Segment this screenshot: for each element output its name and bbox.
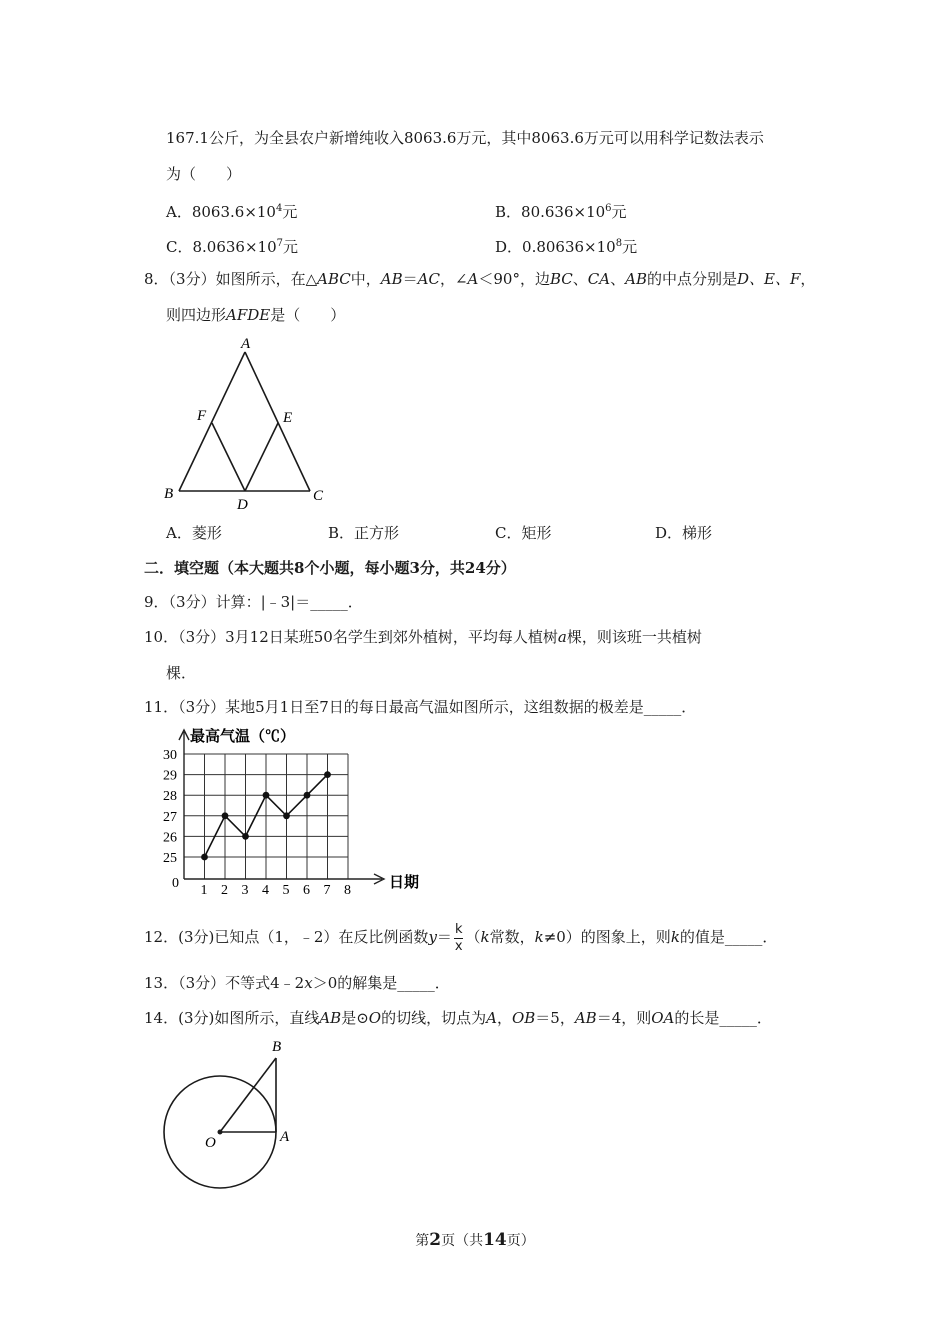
q8-option-b: B．正方形 <box>328 524 400 542</box>
q9-text: 9．（3分）计算：|﹣3|＝_____． <box>144 593 363 611</box>
x-tick-label: 3 <box>241 883 249 898</box>
label-c: C <box>313 488 324 504</box>
x-tick-label: 2 <box>221 883 228 898</box>
origin-label: 0 <box>172 876 179 891</box>
label-f: F <box>197 408 207 424</box>
data-point <box>304 792 311 799</box>
q8-text-line2: 则四边形AFDE是（ ） <box>166 306 346 324</box>
y-tick-label: 28 <box>163 789 177 805</box>
y-tick-label: 25 <box>163 851 177 866</box>
label-a: A <box>280 1129 290 1145</box>
y-tick-label: 27 <box>163 809 177 825</box>
x-tick-label: 5 <box>282 883 290 898</box>
label-b: B <box>164 486 174 502</box>
y-tick-label: 30 <box>163 748 177 763</box>
label-d: D <box>237 497 248 513</box>
q13-text: 13．（3分）不等式4﹣2x＞0的解集是_____． <box>144 974 450 992</box>
q8-option-d: D．梯形 <box>655 524 713 542</box>
section-heading: 二．填空题（本大题共8个小题，每小题3分，共24分） <box>144 559 516 577</box>
x-axis-label: 日期 <box>389 875 420 891</box>
fraction-k-over-x: $\frac{k}{x}$ <box>454 921 463 954</box>
temperature-line-chart <box>160 722 435 900</box>
y-axis-label: 最高气温（℃） <box>190 729 296 745</box>
x-tick-label: 8 <box>344 883 351 898</box>
q10-text-line2: 棵． <box>166 664 197 682</box>
data-point <box>324 771 331 778</box>
x-tick-label: 4 <box>262 883 269 898</box>
label-b: B <box>272 1039 282 1055</box>
data-point <box>242 833 249 840</box>
q14-circle-tangent-figure <box>155 1033 315 1198</box>
q7-option-a: A．$8063.6\times 10^4$元 <box>166 203 298 221</box>
x-tick-label: 6 <box>303 883 310 898</box>
q8-triangle-figure <box>155 330 345 515</box>
q7-text-line2: 为（ ） <box>166 165 242 183</box>
label-a: A <box>241 336 251 352</box>
q12-text: 12．(3分)已知点（1，﹣2）在反比例函数y＝ $\frac{k}{x}$ （k常数，k≠0）的图象上，则k的值是_____． <box>144 921 778 954</box>
q7-text-line1: 167.1公斤，为全县农户新增纯收入8063.6万元，其中8063.6万元可以用科学记数法表示 <box>166 129 764 147</box>
q8-option-a: A．菱形 <box>166 524 222 542</box>
y-tick-label: 26 <box>163 830 177 846</box>
page-footer: 第2页（共14页） <box>415 1230 535 1250</box>
q7-option-d: D．$0.80636\times 10^8$元 <box>495 238 638 256</box>
x-tick-label: 7 <box>323 883 331 898</box>
y-tick-label: 29 <box>163 768 177 784</box>
data-point <box>222 812 229 819</box>
data-point <box>201 854 208 861</box>
q7-option-c: C．$8.0636\times 10^7$元 <box>166 238 299 256</box>
q11-text: 11．（3分）某地5月1日至7日的每日最高气温如图所示，这组数据的极差是_____． <box>144 698 697 716</box>
q8-text-line1: 8．（3分）如图所示，在△ABC中，AB＝AC，∠A＜90°，边BC、CA、AB的中点分别是D、E、F， <box>144 270 816 288</box>
q7-option-b: B．$80.636\times 10^6$元 <box>495 203 627 221</box>
q10-text-line1: 10．（3分）3月12日某班50名学生到郊外植树，平均每人植树a棵，则该班一共植树 <box>144 628 702 646</box>
x-tick-label: 1 <box>200 883 208 898</box>
q14-text: 14．(3分)如图所示，直线AB是⊙O的切线，切点为A，OB＝5，AB＝4，则OA的长是_____． <box>144 1009 772 1027</box>
label-e: E <box>283 410 293 426</box>
data-point <box>263 792 270 799</box>
label-o: O <box>205 1135 216 1151</box>
data-point <box>283 812 290 819</box>
q8-option-c: C．矩形 <box>495 524 552 542</box>
center-point <box>218 1130 223 1135</box>
